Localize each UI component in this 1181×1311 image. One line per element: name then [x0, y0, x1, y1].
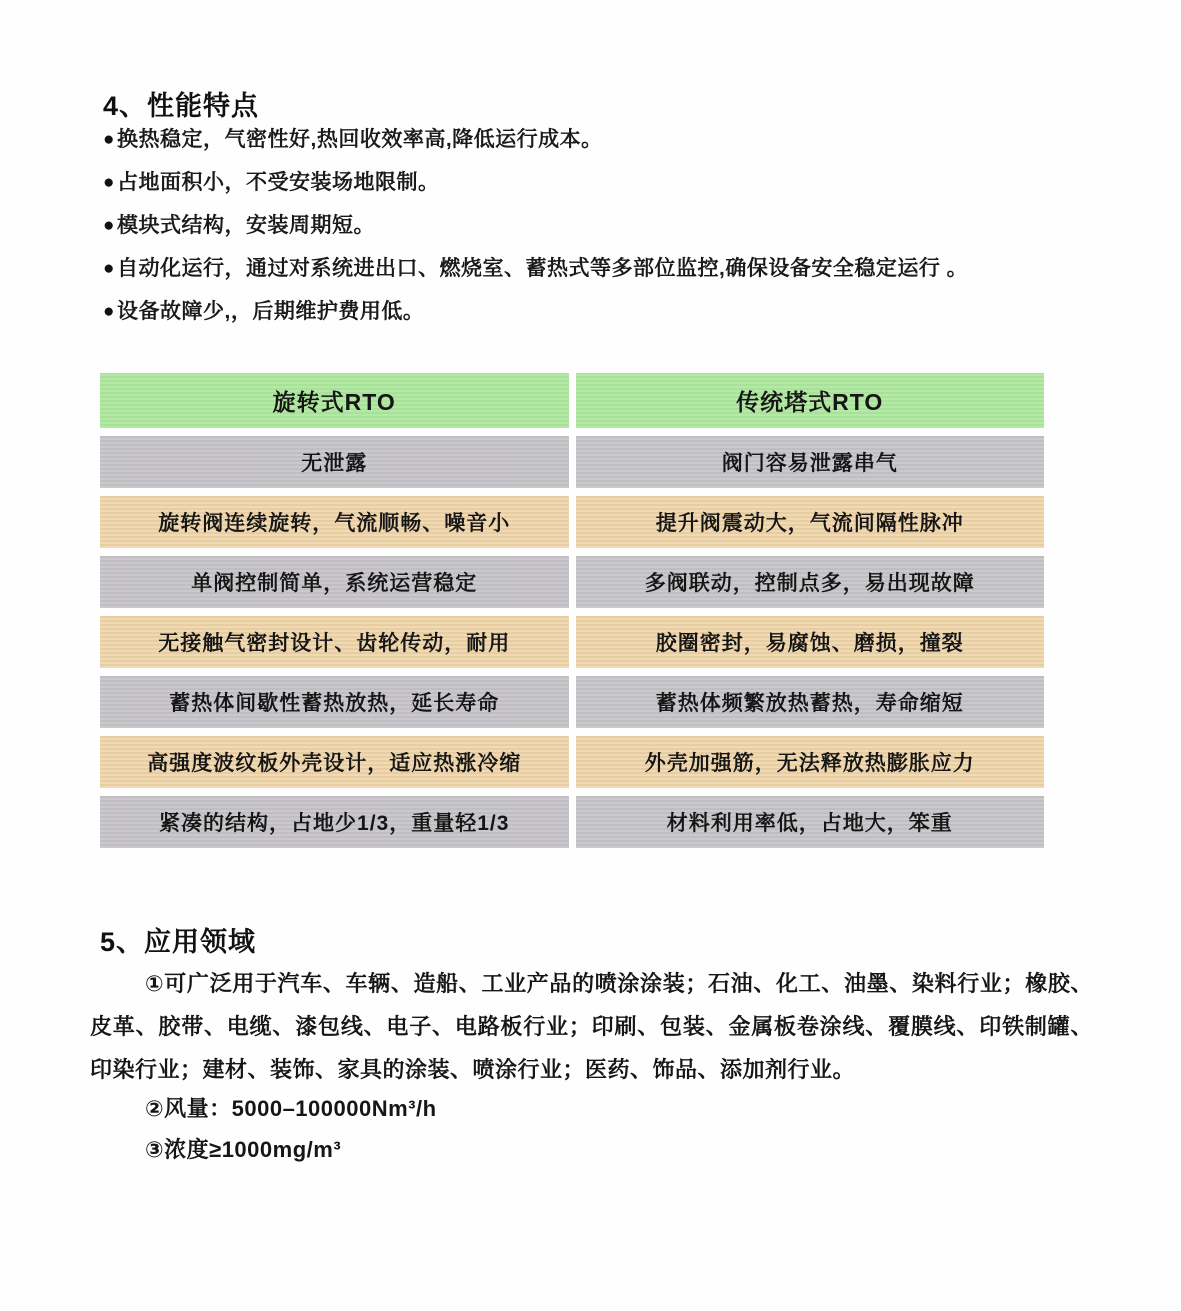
- table-cell: 胶圈密封，易腐蚀、磨损，撞裂: [576, 616, 1045, 668]
- table-cell: 蓄热体频繁放热蓄热，寿命缩短: [576, 676, 1045, 728]
- feature-text: 模块式结构，安装周期短。: [116, 214, 375, 237]
- airflow-spec: ②风量：5000–100000Nm³/h: [145, 1096, 437, 1121]
- table-cell: 多阀联动，控制点多，易出现故障: [576, 556, 1045, 608]
- feature-text: 占地面积小，不受安装场地限制。: [116, 171, 440, 194]
- bullet-icon: ●: [103, 215, 115, 236]
- applications-paragraph: ①可广泛用于汽车、车辆、造船、工业产品的喷涂涂装；石油、化工、油墨、染料行业；橡胶、皮革、胶带、电缆、漆包线、电子、电路板行业；印刷、包装、金属板卷涂线、覆膜线、印铁制罐、印染行业；建材、装饰、家具的涂装、喷涂行业；医药、饰品、添加剂行业。: [90, 971, 1093, 1082]
- feature-list: [103, 128, 1103, 343]
- table-header-rotary-rto: 旋转式RTO: [100, 373, 569, 428]
- table-header-traditional-rto: 传统塔式RTO: [576, 373, 1045, 428]
- table-cell: 材料利用率低，占地大，笨重: [576, 796, 1045, 848]
- comparison-table: [100, 373, 1044, 848]
- table-cell: 紧凑的结构，占地少1/3，重量轻1/3: [100, 796, 569, 848]
- feature-text: 自动化运行，通过对系统进出口、燃烧室、蓄热式等多部位监控,确保设备安全稳定运行 。: [116, 257, 969, 280]
- bullet-icon: ●: [103, 129, 115, 150]
- table-cell: 高强度波纹板外壳设计，适应热涨冷缩: [100, 736, 569, 788]
- table-cell: 无接触气密封设计、齿轮传动，耐用: [100, 616, 569, 668]
- section5-title: 5、应用领域: [100, 927, 257, 957]
- table-cell: 外壳加强筋，无法释放热膨胀应力: [576, 736, 1045, 788]
- bullet-icon: ●: [103, 301, 115, 322]
- section4-title: 4、性能特点: [103, 91, 260, 121]
- feature-item: [103, 257, 1103, 281]
- table-cell: 蓄热体间歇性蓄热放热，延长寿命: [100, 676, 569, 728]
- feature-item: [103, 171, 1103, 195]
- feature-item: [103, 300, 1103, 324]
- table-cell: 阀门容易泄露串气: [576, 436, 1045, 488]
- table-cell: 无泄露: [100, 436, 569, 488]
- bullet-icon: ●: [103, 172, 115, 193]
- feature-item: [103, 128, 1103, 152]
- table-cell: 提升阀震动大，气流间隔性脉冲: [576, 496, 1045, 548]
- concentration-spec: ③浓度≥1000mg/m³: [145, 1137, 342, 1162]
- feature-text: 换热稳定，气密性好,热回收效率高,降低运行成本。: [116, 128, 603, 151]
- feature-text: 设备故障少,，后期维护费用低。: [116, 300, 425, 323]
- feature-item: [103, 214, 1103, 238]
- bullet-icon: ●: [103, 258, 115, 279]
- table-cell: 单阀控制简单，系统运营稳定: [100, 556, 569, 608]
- table-cell: 旋转阀连续旋转，气流顺畅、噪音小: [100, 496, 569, 548]
